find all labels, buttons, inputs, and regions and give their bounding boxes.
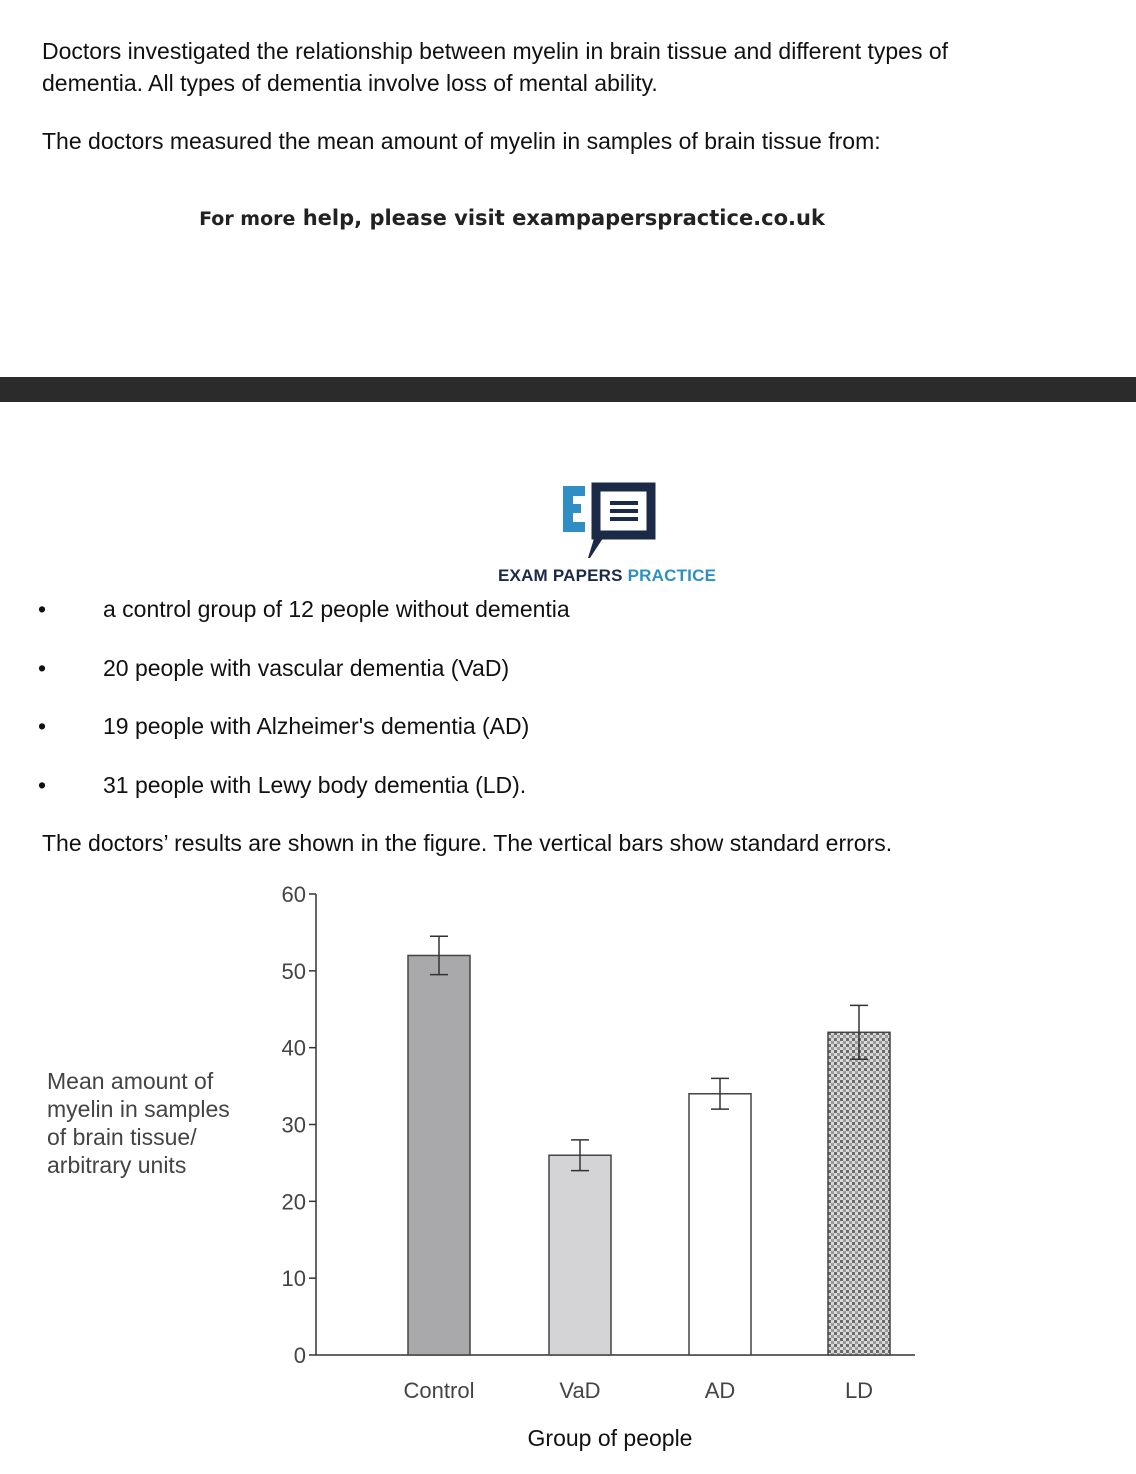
bullet-text: 19 people with Alzheimer's dementia (AD) [103,713,530,739]
intro-line-2: dementia. All types of dementia involve loss of mental ability. [42,70,658,96]
y-tick-label: 50 [281,958,306,984]
y-axis-label-line: of brain tissue/ [47,1124,197,1150]
bullet-item [0,593,1136,625]
results-text: The doctors’ results are shown in the figure. The vertical bars show standard errors. [42,830,893,856]
bar-control [408,955,470,1355]
y-tick-label: 20 [281,1189,306,1215]
measured-text: The doctors measured the mean amount of myelin in samples of brain tissue from: [42,128,881,154]
y-tick-label: 40 [281,1035,306,1061]
footer-note [0,206,1024,230]
bullet-dot: • [38,772,47,798]
bar-ad [689,1094,751,1355]
x-tick-label: VaD [559,1378,601,1403]
intro-line-1: Doctors investigated the relationship between myelin in brain tissue and different types of [42,38,949,64]
logo-word-practice: PRACTICE [627,566,717,585]
y-tick-label: 60 [281,882,306,907]
bullet-item [0,769,1136,801]
bullet-dot: • [38,713,47,739]
page-divider [0,377,1136,402]
bar-vad [549,1155,611,1355]
x-tick-label: AD [704,1378,736,1403]
x-tick-label: Control [403,1378,475,1403]
bullet-item [0,652,1136,684]
myelin-bar-chart [0,870,1136,1474]
footer-lead: For more [199,208,296,230]
logo-wordmark [498,566,716,586]
bullet-text: 20 people with vascular dementia (VaD) [103,655,510,681]
bullet-text: a control group of 12 people without dementia [103,596,570,622]
y-axis-label-line: myelin in samples [47,1096,230,1122]
bar-ld [828,1032,890,1355]
x-tick-label: LD [844,1378,874,1403]
bullet-dot: • [38,596,47,622]
bullet-dot: • [38,655,47,681]
logo-word-exam-papers: EXAM PAPERS [498,566,628,585]
x-axis-label: Group of people [527,1425,693,1451]
y-tick-label: 10 [281,1266,306,1292]
footer-rest: help, please visit exampaperspractice.co.uk [295,206,825,230]
y-tick-label: 30 [281,1112,306,1138]
y-axis-label-line: arbitrary units [47,1152,187,1178]
bullet-text: 31 people with Lewy body dementia (LD). [103,772,527,798]
y-tick-label: 0 [293,1343,306,1368]
logo-icon [560,482,660,562]
y-axis-label-line: Mean amount of [47,1068,214,1094]
bullet-item [0,710,1136,742]
